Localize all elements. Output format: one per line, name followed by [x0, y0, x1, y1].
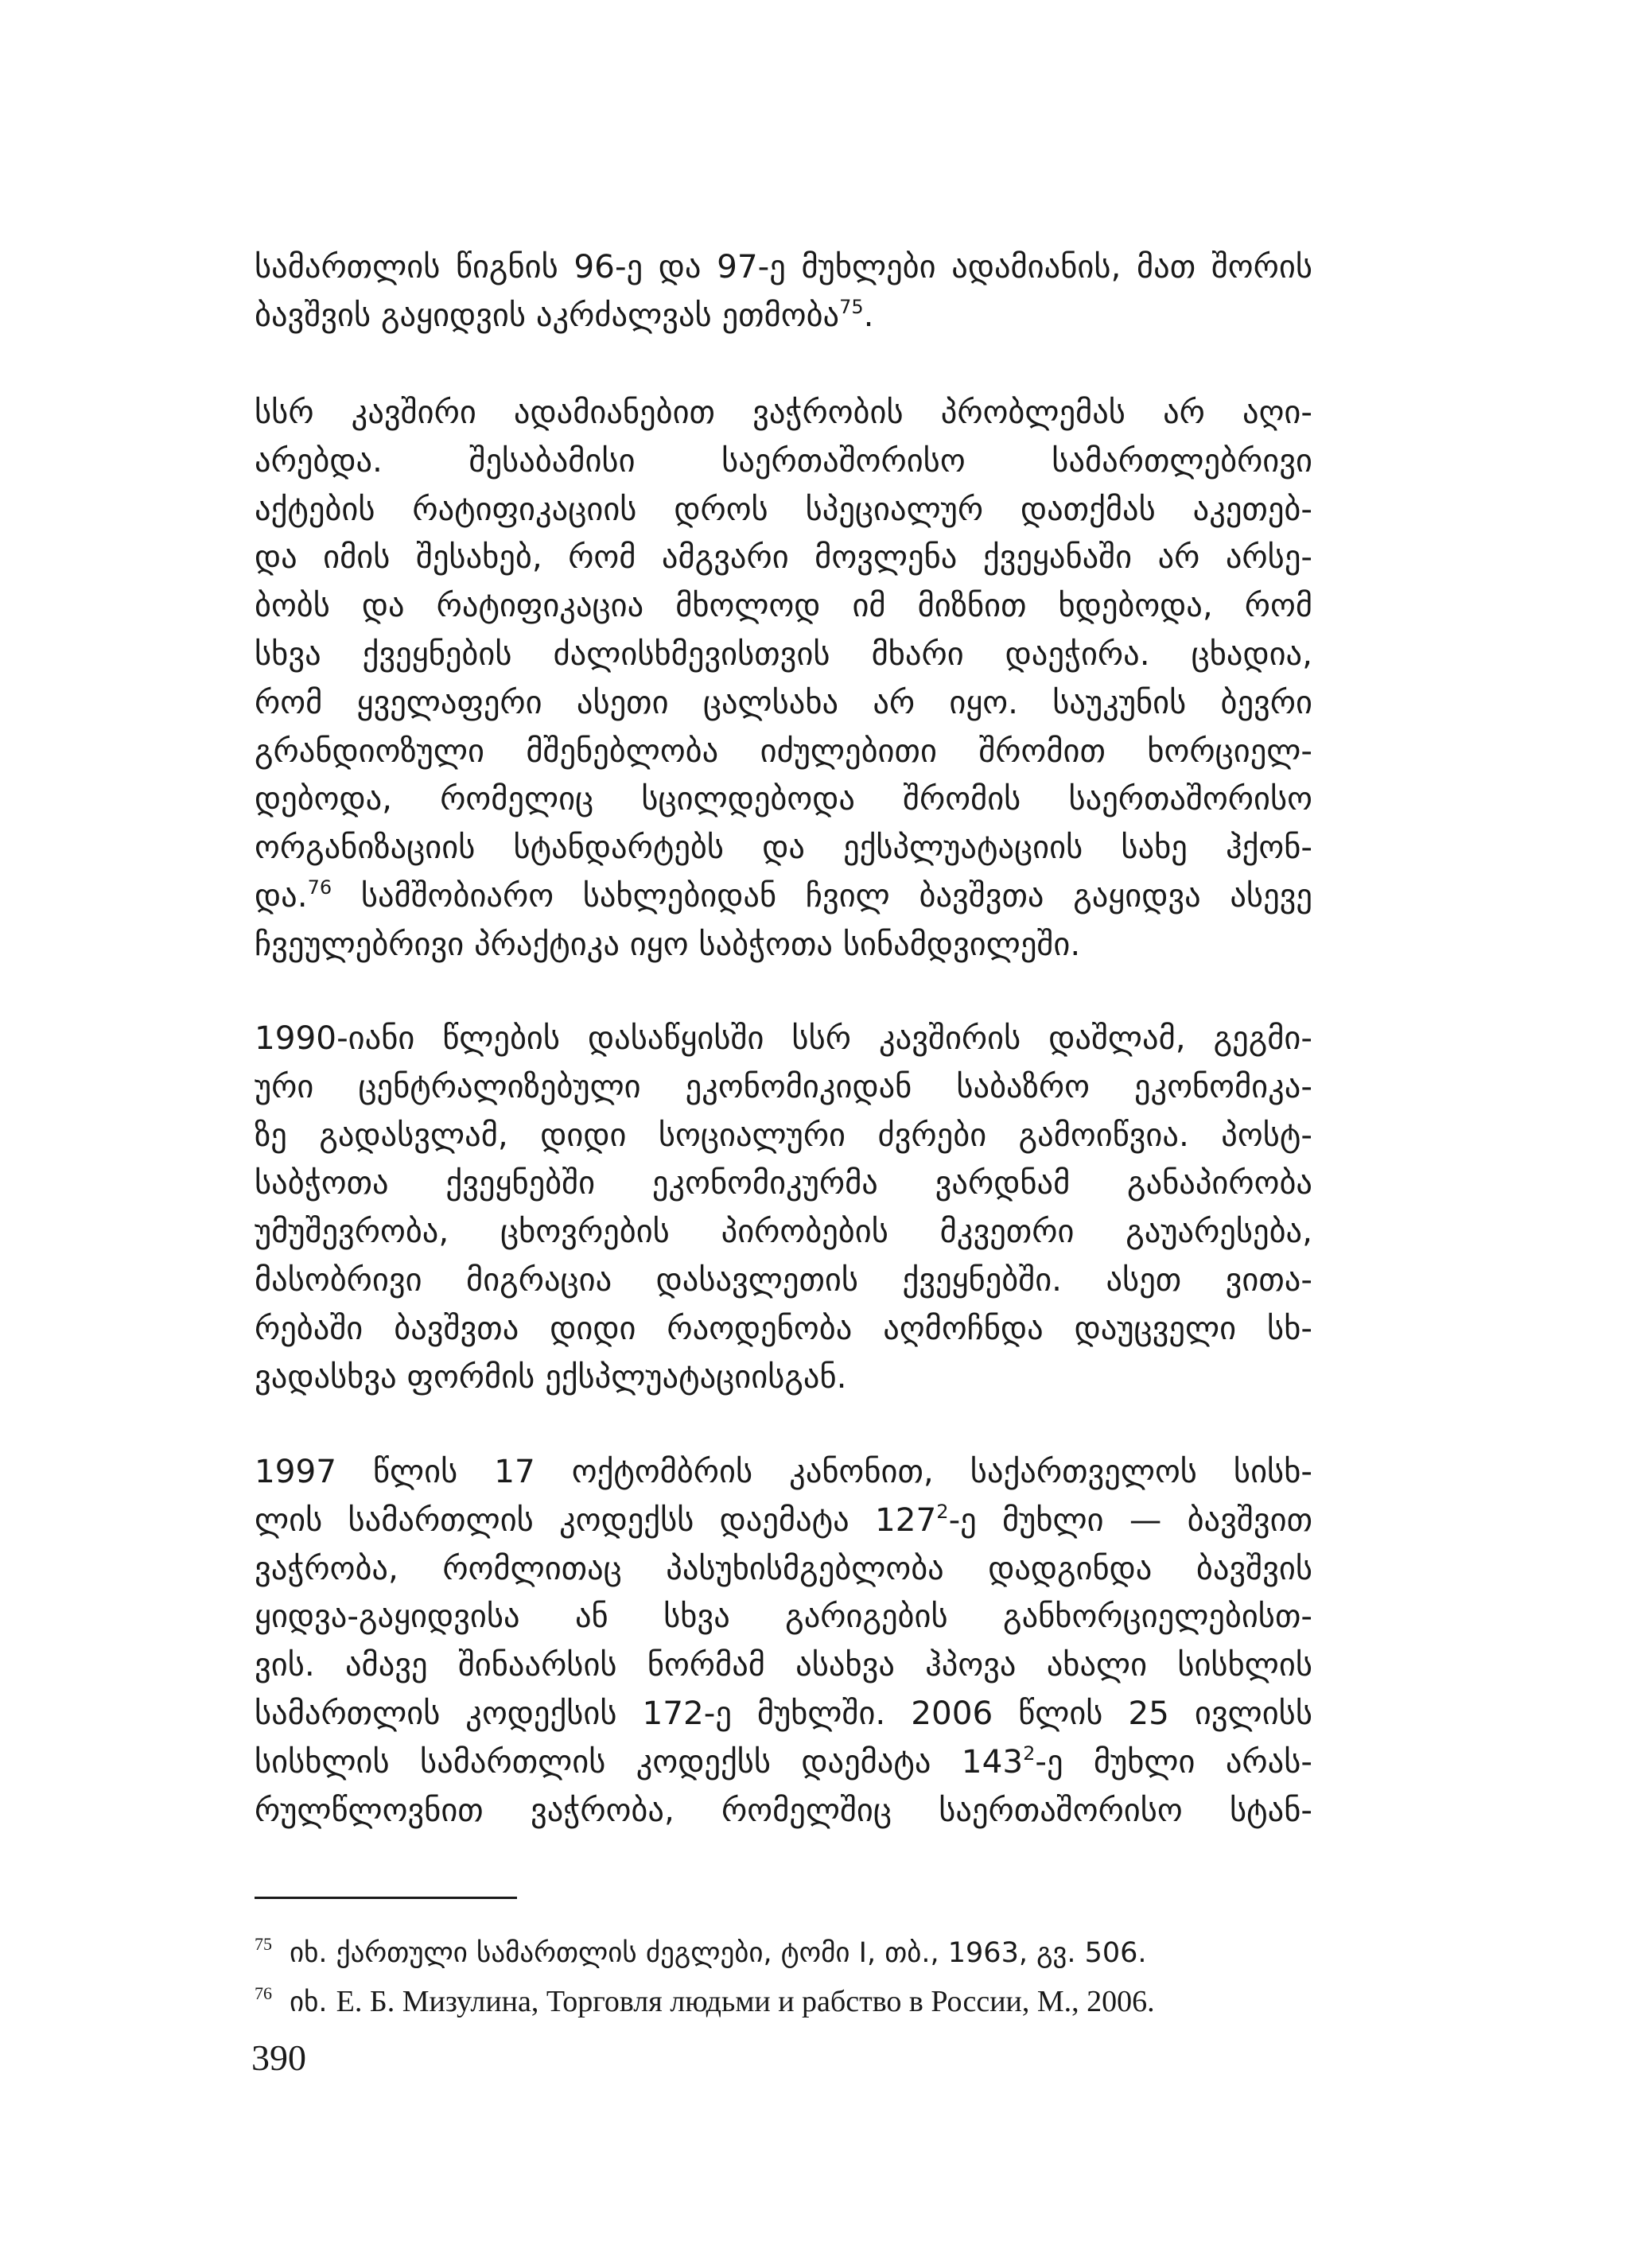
text-line	[255, 1304, 1312, 1353]
line-text: რულწლოვნით ვაჭრობა, რომელშიც საერთაშორისო სტან-	[255, 1790, 1312, 1829]
text-line	[255, 437, 1312, 485]
line-text: ყიდვა-გაყიდვისა ან სხვა გარიგების განხორციელებისთ-	[255, 1597, 1312, 1636]
line-text: აქტების რატიფიკაციის დროს სპეციალურ დათქმას აკეთებ-	[255, 489, 1312, 528]
line-text: ზე გადასვლამ, დიდი სოციალური ძვრები გამოიწვია. პოსტ-	[255, 1115, 1312, 1154]
superscript: 75	[839, 295, 864, 318]
text-line	[255, 581, 1312, 630]
line-text: 1997 წლის 17 ოქტომბრის კანონით, საქართველოს სისხ-	[255, 1452, 1312, 1490]
text-line	[255, 1111, 1312, 1159]
text-line	[255, 823, 1312, 872]
footnote-text: იხ. ქართული სამართლის ძეგლები, ტომი I, თბ., 1963, გვ. 506.	[290, 1937, 1147, 1969]
line-text: სხვა ქვეყნების ძალისხმევისთვის მხარი დაეჭირა. ცხადია,	[255, 634, 1312, 673]
line-text: და იმის შესახებ, რომ ამგვარი მოვლენა ქვეყანაში არ არსე-	[255, 538, 1312, 577]
superscript: 2	[1023, 1742, 1036, 1765]
text-line	[255, 727, 1312, 775]
line-text: დებოდა, რომელიც სცილდებოდა შრომის საერთაშორისო	[255, 779, 1312, 818]
page-number: 390	[251, 2037, 306, 2078]
text-line	[255, 1496, 1312, 1544]
text-line	[255, 533, 1312, 581]
footnote-prefix: იხ.	[290, 1986, 328, 2018]
line-text: 1990-იანი წლების დასაწყისში სსრ კავშირის დაშლამ, გეგმი-	[255, 1019, 1312, 1057]
line-text: ვადასხვა ფორმის ექსპლუატაციისგან.	[255, 1357, 847, 1396]
line-text: სამართლის წიგნის 96-ე და 97-ე მუხლები ადამიანის, მათ შორის	[255, 247, 1312, 285]
text-line	[255, 291, 1312, 340]
text-line	[255, 1786, 1312, 1835]
footnote-text: Е. Б. Мизулина, Торговля людьми и рабство в России, М., 2006.	[336, 1985, 1155, 2018]
body-paragraph	[255, 1014, 1312, 1400]
line-text: საბჭოთა ქვეყნებში ეკონომიკურმა ვარდნამ განაპირობა	[255, 1163, 1312, 1202]
text-line	[255, 1738, 1312, 1786]
text-line	[255, 1592, 1312, 1641]
text-line	[255, 485, 1312, 534]
line-text: ბავშვის გაყიდვის აკრძალვას ეთმობა	[255, 295, 840, 334]
line-text: სამართლის კოდექსის 172-ე მუხლში. 2006 წლის 25 ივლისს	[255, 1693, 1312, 1732]
line-text-continued: .	[863, 295, 874, 334]
line-text-continued: -ე მუხლი — ბავშვით	[948, 1500, 1312, 1539]
body-paragraph	[255, 243, 1312, 340]
line-text: არებდა. შესაბამისი საერთაშორისო სამართლებრივი	[255, 441, 1312, 480]
body-paragraph	[255, 388, 1312, 969]
line-text: ორგანიზაციის სტანდარტებს და ექსპლუატაციის სახე ჰქონ-	[255, 828, 1312, 867]
footnote-number: 76	[255, 1983, 272, 2003]
footnote	[255, 1974, 1155, 2022]
text-line	[255, 1207, 1312, 1256]
line-text: და.	[255, 876, 308, 915]
text-line	[255, 1014, 1312, 1062]
text-line	[255, 388, 1312, 437]
line-text: რებაში ბავშვთა დიდი რაოდენობა აღმოჩნდა დაუცველი სხ-	[255, 1308, 1312, 1347]
superscript: 2	[936, 1500, 949, 1523]
text-line	[255, 1544, 1312, 1593]
line-text: ბობს და რატიფიკაცია მხოლოდ იმ მიზნით ხდებოდა, რომ	[255, 586, 1312, 625]
footnote-number: 75	[255, 1934, 272, 1954]
text-line	[255, 1689, 1312, 1738]
text-line	[255, 872, 1312, 920]
text-line	[255, 775, 1312, 823]
line-text: ვის. ამავე შინაარსის ნორმამ ასახვა ჰპოვა ახალი სისხლის	[255, 1645, 1312, 1684]
text-line	[255, 920, 1312, 969]
text-line	[255, 1641, 1312, 1689]
line-text: უმუშევრობა, ცხოვრების პირობების მკვეთრი გაუარესება,	[255, 1212, 1312, 1251]
line-text-continued: სამშობიარო სახლებიდან ჩვილ ბავშვთა გაყიდვა ასევე	[332, 876, 1312, 915]
text-line	[255, 1447, 1312, 1496]
text-line	[255, 1256, 1312, 1304]
line-text: ლის სამართლის კოდექსს დაემატა 127	[255, 1500, 937, 1539]
superscript: 76	[307, 876, 332, 899]
footnote	[255, 1924, 1147, 1973]
line-text-continued: -ე მუხლი არას-	[1035, 1742, 1312, 1781]
text-line	[255, 1159, 1312, 1207]
footnote-separator	[255, 1897, 517, 1899]
line-text: რომ ყველაფერი ასეთი ცალსახა არ იყო. საუკუნის ბევრი	[255, 682, 1312, 721]
body-paragraph	[255, 1447, 1312, 1834]
text-line	[255, 1353, 1312, 1401]
text-line	[255, 678, 1312, 727]
line-text: ვაჭრობა, რომლითაც პასუხისმგებლობა დადგინდა ბავშვის	[255, 1548, 1312, 1587]
line-text: გრანდიოზული მშენებლობა იძულებითი შრომით ხორციელ-	[255, 731, 1312, 770]
text-line	[255, 630, 1312, 678]
line-text: ჩვეულებრივი პრაქტიკა იყო საბჭოთა სინამდვილეში.	[255, 924, 1081, 963]
text-line	[255, 1062, 1312, 1111]
line-text: სისხლის სამართლის კოდექსს დაემატა 143	[255, 1742, 1024, 1781]
line-text: მასობრივი მიგრაცია დასავლეთის ქვეყნებში. ასეთ ვითა-	[255, 1260, 1312, 1299]
line-text: სსრ კავშირი ადამიანებით ვაჭრობის პრობლემას არ აღი-	[255, 393, 1312, 431]
text-line	[255, 243, 1312, 291]
line-text: ური ცენტრალიზებული ეკონომიკიდან საბაზრო ეკონომიკა-	[255, 1066, 1312, 1105]
